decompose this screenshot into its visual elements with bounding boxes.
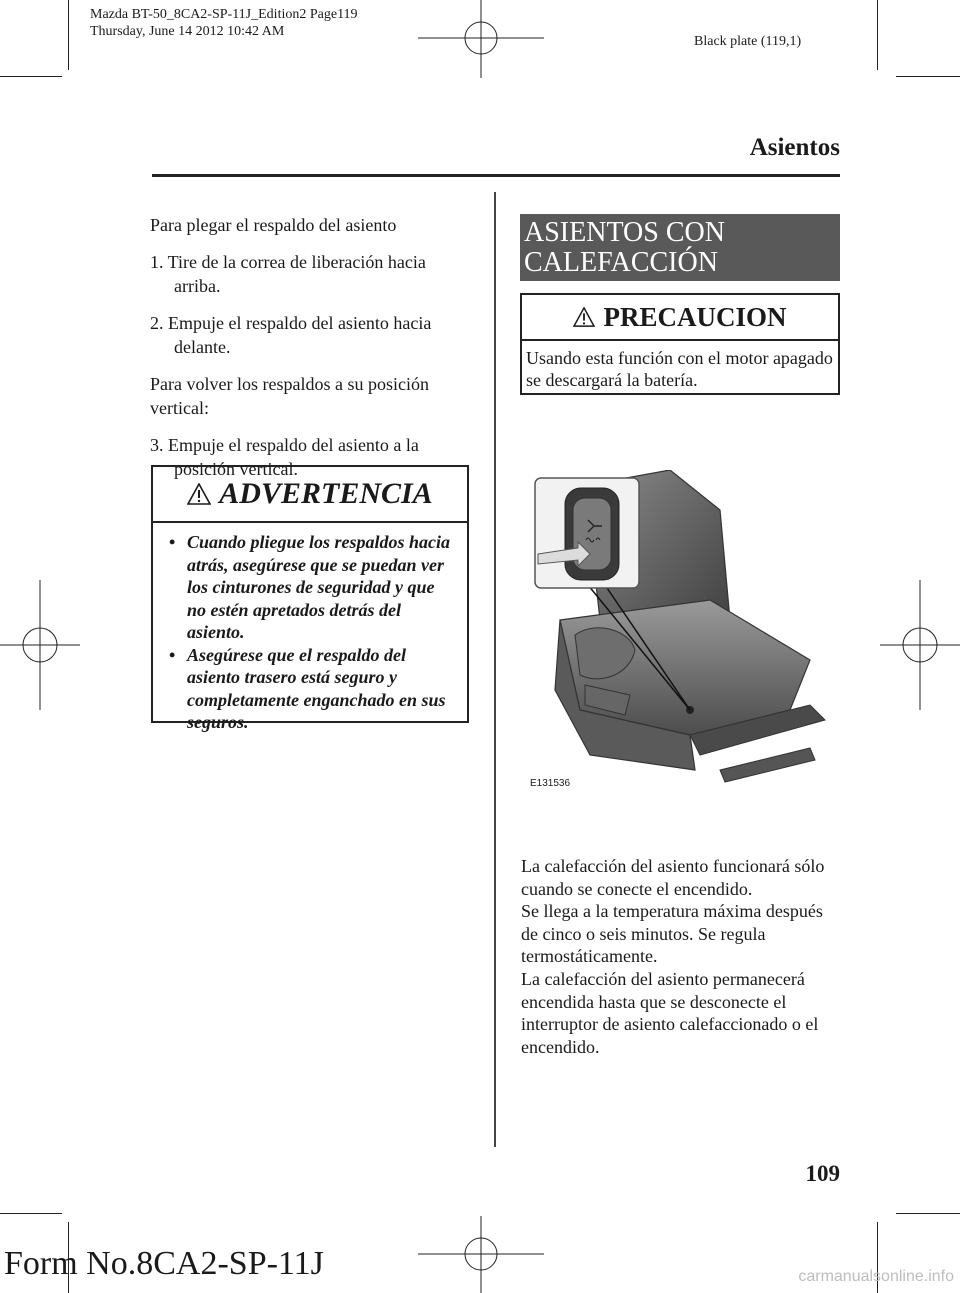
paragraph: Para volver los respaldos a su posición vertical: xyxy=(150,374,429,418)
warning-triangle-icon xyxy=(187,483,211,505)
plate-label: Black plate (119,1) xyxy=(694,34,802,49)
watermark: carmanualsonline.info xyxy=(798,1268,954,1285)
step-item: 3. Empuje el respaldo del asiento a la posición vertical. xyxy=(150,435,419,479)
column-divider xyxy=(494,192,496,1147)
crop-mark-icon xyxy=(68,0,69,70)
section-title: Asientos xyxy=(749,134,840,161)
form-number: Form No.8CA2-SP-11J xyxy=(4,1245,324,1282)
registration-mark-icon xyxy=(418,1216,544,1293)
registration-mark-icon xyxy=(880,580,960,710)
warning-item: • Cuando pliegue los respaldos hacia atrás, asegúrese que se puedan ver los cinturones de seguridad y que no estén apretados detrás del asiento. xyxy=(165,531,455,644)
crop-mark-icon xyxy=(896,1213,960,1214)
caution-text: Usando esta función con el motor apagado se descargará la batería. xyxy=(526,348,833,390)
figure-code: E131536 xyxy=(530,778,571,789)
paragraph: La calefacción del asiento permanecerá encendida hasta que se desconecte el interruptor de asiento calefaccionado o el encendido. xyxy=(521,968,819,1057)
banner-line: CALEFACCIÓN xyxy=(524,247,718,278)
warning-header xyxy=(153,467,467,521)
caution-title: PRECAUCION xyxy=(603,301,787,332)
crop-mark-icon xyxy=(896,76,960,77)
paragraph: La calefacción del asiento funcionará sólo cuando se conecte el encendido. xyxy=(521,856,825,899)
registration-mark-icon xyxy=(0,580,80,710)
right-column-text xyxy=(521,855,841,1058)
warning-box xyxy=(151,465,469,732)
crop-mark-icon xyxy=(0,76,62,77)
warning-item: • Asegúrese que el respaldo del asiento trasero está seguro y completamente enganchado en sus seguros. xyxy=(165,644,455,734)
caution-header xyxy=(522,295,838,339)
step-item: 2. Empuje el respaldo del asiento hacia delante. xyxy=(150,313,432,357)
paragraph: Se llega a la temperatura máxima después de cinco o seis minutos. Se regula termostáticamente. xyxy=(521,901,823,967)
banner-line: ASIENTOS CON xyxy=(524,217,725,248)
warning-body xyxy=(153,523,467,734)
caution-box xyxy=(520,293,840,395)
warning-triangle-icon xyxy=(573,307,595,327)
registration-mark-icon xyxy=(418,0,544,78)
section-banner xyxy=(520,214,840,281)
warning-title: ADVERTENCIA xyxy=(219,477,433,510)
crop-mark-icon xyxy=(0,1213,62,1214)
print-meta xyxy=(90,6,358,40)
crop-mark-icon xyxy=(877,0,878,70)
print-meta-line: Thursday, June 14 2012 10:42 AM xyxy=(90,24,285,39)
title-rule xyxy=(152,174,840,177)
print-meta-line: Mazda BT-50_8CA2-SP-11J_Edition2 Page119 xyxy=(90,7,358,22)
page-number: 109 xyxy=(805,1161,840,1186)
step-item: 1. Tire de la correa de liberación hacia arriba. xyxy=(150,252,426,296)
paragraph: Para plegar el respaldo del asiento xyxy=(150,215,397,235)
heated-seat-illustration xyxy=(520,470,840,800)
left-column xyxy=(150,213,470,494)
